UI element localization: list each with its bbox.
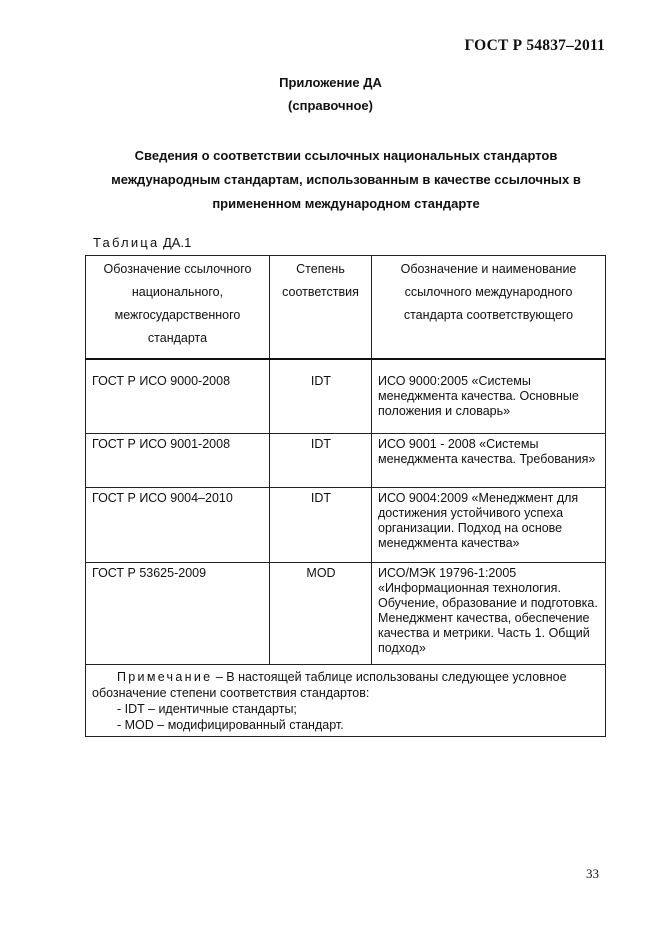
appendix-heading: Сведения о соответствии ссылочных национальных стандартов международным стандартам, использованным в качестве ссылочных в примененном международном стандарте (111, 148, 581, 211)
table-row (86, 434, 606, 488)
table-note (86, 665, 606, 737)
note-item: - IDT – идентичные стандарты; (117, 702, 297, 716)
international-standard-cell: ИСО/МЭК 19796-1:2005 «Информационная технология. Обучение, образование и подготовка. Менеджмент качества, обеспечение качества и метрики. Часть 1. Общий подход» (372, 563, 606, 665)
header-international-standard: Обозначение и наименование ссылочного международного стандарта соответствующего (372, 256, 606, 360)
note-text: – В настоящей таблице использованы следующее условное обозначение степени соответствия стандартов: (92, 670, 567, 700)
national-standard-cell: ГОСТ Р ИСО 9004–2010 (86, 488, 270, 563)
table-row (86, 488, 606, 563)
table-row (86, 563, 606, 665)
international-standard-cell: ИСО 9001 - 2008 «Системы менеджмента качества. Требования» (372, 434, 606, 488)
national-standard-cell: ГОСТ Р ИСО 9001-2008 (86, 434, 270, 488)
note-label: Примечание (117, 670, 213, 684)
header-degree: Степень соответствия (270, 256, 372, 360)
correspondence-table (85, 255, 606, 737)
header-national-standard: Обозначение ссылочного национального, межгосударственного стандарта (86, 256, 270, 360)
international-standard-cell: ИСО 9004:2009 «Менеджмент для достижения устойчивого успеха организации. Подход на основе менеджмента качества» (372, 488, 606, 563)
table-row (86, 359, 606, 434)
appendix-title: Приложение ДА (279, 75, 382, 90)
national-standard-cell: ГОСТ Р 53625-2009 (86, 563, 270, 665)
degree-cell: MOD (270, 563, 372, 665)
table-header-row (86, 256, 606, 360)
degree-cell: IDT (270, 359, 372, 434)
degree-cell: IDT (270, 488, 372, 563)
table-caption (93, 235, 191, 250)
national-standard-cell: ГОСТ Р ИСО 9000-2008 (86, 359, 270, 434)
standard-code: ГОСТ Р 54837–2011 (464, 37, 605, 54)
page-number: 33 (586, 866, 599, 881)
appendix-subtitle: (справочное) (288, 98, 373, 113)
note-item: - MOD – модифицированный стандарт. (117, 718, 344, 732)
international-standard-cell: ИСО 9000:2005 «Системы менеджмента качества. Основные положения и словарь» (372, 359, 606, 434)
table-note-row (86, 665, 606, 737)
table-caption-id: ДА.1 (163, 235, 192, 250)
table-caption-word: Таблица (93, 235, 160, 250)
note-paragraph (92, 669, 597, 701)
degree-cell: IDT (270, 434, 372, 488)
